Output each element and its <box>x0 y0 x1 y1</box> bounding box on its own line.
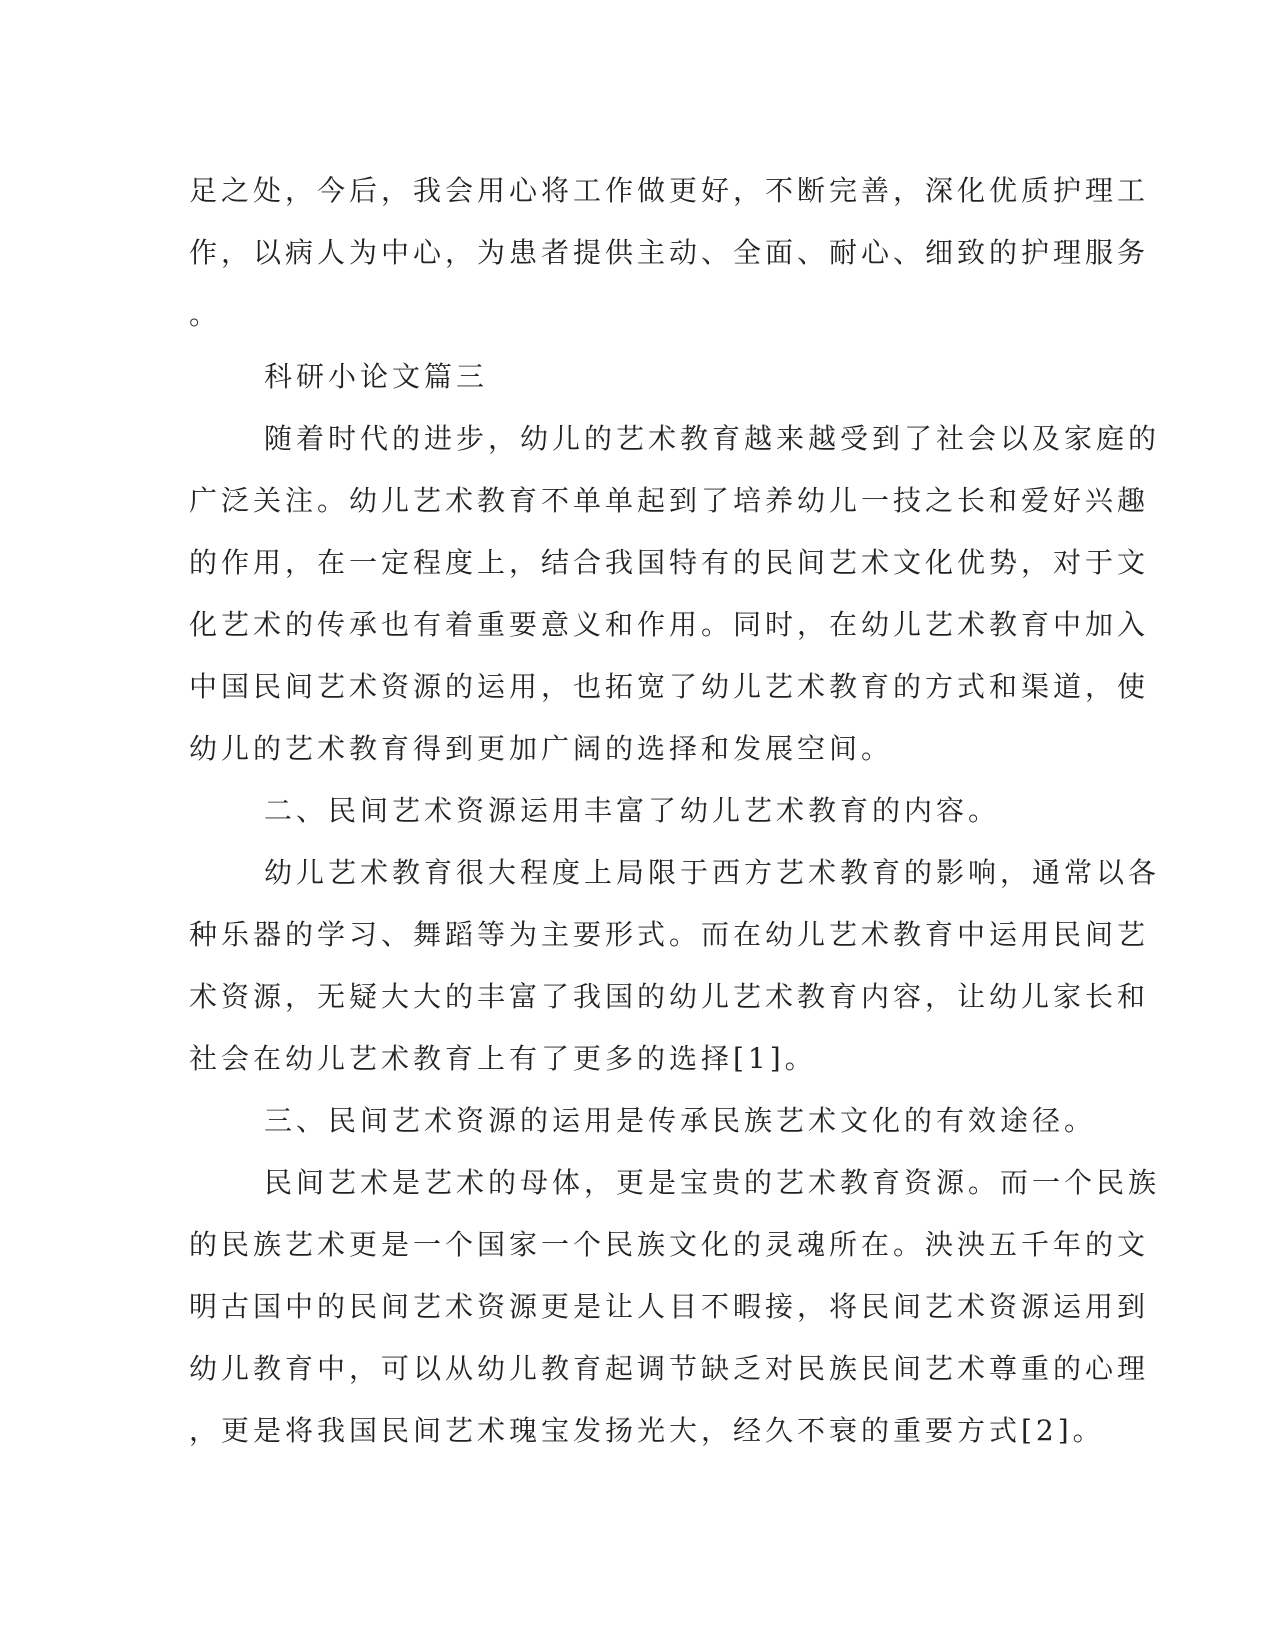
text-line: 广泛关注。幼儿艺术教育不单单起到了培养幼儿一技之长和爱好兴趣 <box>189 484 1150 517</box>
text-line: 幼儿的艺术教育得到更加广阔的选择和发展空间。 <box>189 732 894 765</box>
text-line: 社会在幼儿艺术教育上有了更多的选择[1]。 <box>189 1042 817 1075</box>
text-line: 明古国中的民间艺术资源更是让人目不暇接，将民间艺术资源运用到 <box>189 1290 1150 1323</box>
body-text <box>189 160 1161 1462</box>
section-heading: 科研小论文篇三 <box>264 360 489 393</box>
text-line: 民间艺术是艺术的母体，更是宝贵的艺术教育资源。而一个民族 <box>264 1166 1161 1199</box>
subheading: 二、民间艺术资源运用丰富了幼儿艺术教育的内容。 <box>264 794 1001 827</box>
text-line: 的作用，在一定程度上，结合我国特有的民间艺术文化优势，对于文 <box>189 546 1150 579</box>
text-line: 幼儿教育中，可以从幼儿教育起调节缺乏对民族民间艺术尊重的心理 <box>189 1352 1150 1385</box>
text-line: ，更是将我国民间艺术瑰宝发扬光大，经久不衰的重要方式[2]。 <box>189 1414 1105 1447</box>
text-line: 作，以病人为中心，为患者提供主动、全面、耐心、细致的护理服务 <box>189 236 1150 269</box>
text-line: 中国民间艺术资源的运用，也拓宽了幼儿艺术教育的方式和渠道，使 <box>189 670 1150 703</box>
text-line: 足之处，今后，我会用心将工作做更好，不断完善，深化优质护理工 <box>189 174 1150 207</box>
text-line: 幼儿艺术教育很大程度上局限于西方艺术教育的影响，通常以各 <box>264 856 1161 889</box>
text-line: 术资源，无疑大大的丰富了我国的幼儿艺术教育内容，让幼儿家长和 <box>189 980 1150 1013</box>
subheading: 三、民间艺术资源的运用是传承民族艺术文化的有效途径。 <box>264 1104 1097 1137</box>
text-line: 种乐器的学习、舞蹈等为主要形式。而在幼儿艺术教育中运用民间艺 <box>189 918 1150 951</box>
text-line: 随着时代的进步，幼儿的艺术教育越来越受到了社会以及家庭的 <box>264 422 1161 455</box>
text-line: 。 <box>189 298 222 331</box>
text-line: 化艺术的传承也有着重要意义和作用。同时，在幼儿艺术教育中加入 <box>189 608 1150 641</box>
text-line: 的民族艺术更是一个国家一个民族文化的灵魂所在。泱泱五千年的文 <box>189 1228 1150 1261</box>
